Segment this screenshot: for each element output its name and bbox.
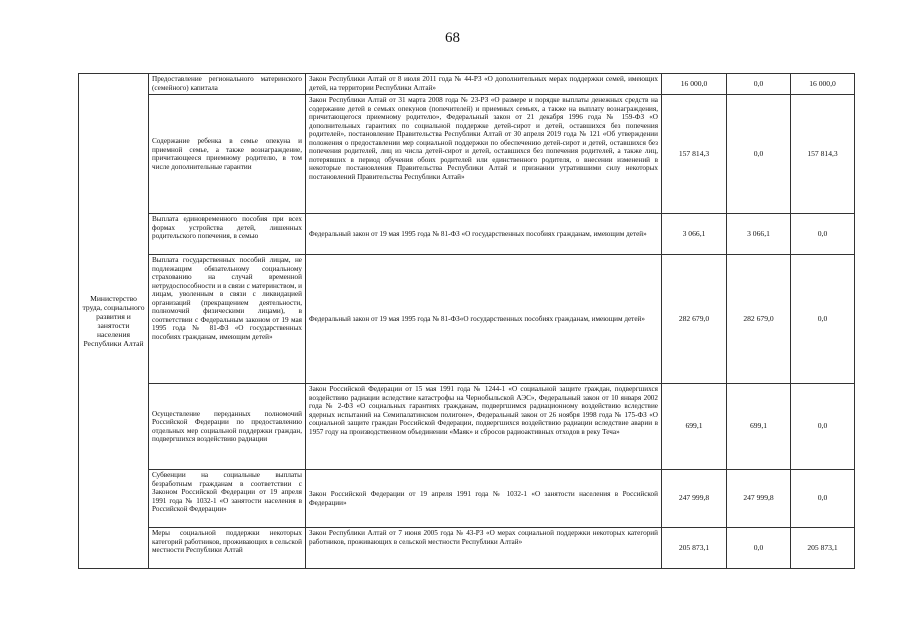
regional-amount-cell: 0,0 (791, 214, 855, 255)
federal-amount-cell: 0,0 (727, 528, 791, 569)
regional-amount-cell: 205 873,1 (791, 528, 855, 569)
regional-amount-cell: 0,0 (791, 384, 855, 470)
law-cell: Закон Республики Алтай от 31 марта 2008 года № 23-РЗ «О размере и порядке выплаты денежных средств на содержание детей в семьях опекунов (попечителей) и приемных семьях, а также на выплату вознаграждения, причитающегося приемному родителю», Федеральный закон от 21 декабря 1996 года № 159-ФЗ «О дополнительных гарантиях по социальной поддержке детей-сирот и детей, оставшихся без попечения родителей», постановление Правительства Республики Алтай от 30 апреля 2019 года № 121 «Об утверждении положения о предоставлении мер социальной поддержки по обеспечению детей-сирот и детей, оставшихся без попечения родителей, лиц из числа детей-сирот и детей, оставшихся без попечения родителей, а также лиц, потерявших в период обучения обоих родителей или единственного родителя, о внесении изменений в некоторые постановления Правительства Республики Алтай и признании утратившими силу некоторых постановлений Правительства Республики Алтай» (306, 95, 662, 214)
measure-cell: Предоставление регионального материнского (семейного) капитала (149, 74, 306, 95)
federal-amount-cell: 3 066,1 (727, 214, 791, 255)
regional-amount-cell: 16 000,0 (791, 74, 855, 95)
total-amount-cell: 247 999,8 (662, 470, 727, 528)
table-row (79, 528, 855, 569)
total-amount-cell: 282 679,0 (662, 255, 727, 384)
measure-cell: Выплата государственных пособий лицам, не подлежащим обязательному социальному страхованию на случай временной нетрудоспособности и в связи с материнством, и лицам, уволенным в связи с ликвидацией организаций (прекращением деятельности, полномочий физическими лицами), в соответствии с Федеральным законом от 19 мая 1995 года № 81-ФЗ «О государственных пособиях гражданам, имеющим детей» (149, 255, 306, 384)
page-number: 68 (445, 30, 460, 46)
federal-amount-cell: 282 679,0 (727, 255, 791, 384)
budget-table (78, 73, 855, 569)
federal-amount-cell: 699,1 (727, 384, 791, 470)
measure-cell: Меры социальной поддержки некоторых категорий работников, проживающих в сельской местности Республики Алтай (149, 528, 306, 569)
measure-cell: Содержание ребенка в семье опекуна и приемной семье, а также вознаграждение, причитающееся приемному родителю, в том числе дополнительные гарантии (149, 95, 306, 214)
table-row (79, 470, 855, 528)
federal-amount-cell: 247 999,8 (727, 470, 791, 528)
table-row (79, 214, 855, 255)
law-cell: Закон Российской Федерации от 15 мая 1991 года № 1244-1 «О социальной защите граждан, подвергшихся воздействию радиации вследствие катастрофы на Чернобыльской АЭС», Федеральный закон от 10 января 2002 года № 2-ФЗ «О социальных гарантиях гражданам, подвергшимся радиационному воздействию вследствие ядерных испытаний на Семипалатинском полигоне», Федеральный закон от 26 ноября 1998 года № 175-ФЗ «О социальной защите граждан Российской Федерации, подвергшихся воздействию радиации вследствие аварии в 1957 году на производственном объединении «Маяк» и сбросов радиоактивных отходов в реку Теча» (306, 384, 662, 470)
federal-amount-cell: 0,0 (727, 74, 791, 95)
table-row (79, 255, 855, 384)
total-amount-cell: 157 814,3 (662, 95, 727, 214)
measure-cell: Субвенции на социальные выплаты безработным гражданам в соответствии с Законом Российской Федерации от 19 апреля 1991 года № 1032-1 «О занятости населения в Российской Федерации» (149, 470, 306, 528)
table-row (79, 74, 855, 95)
ministry-cell: Министерство труда, социального развития и занятости населения Республики Алтай (79, 74, 149, 569)
table-row (79, 95, 855, 214)
law-cell: Закон Республики Алтай от 8 июля 2011 года № 44-РЗ «О дополнительных мерах поддержки семей, имеющих детей, на территории Республики Алтай» (306, 74, 662, 95)
law-cell: Федеральный закон от 19 мая 1995 года № 81-ФЗ«О государственных пособиях гражданам, имеющим детей» (306, 255, 662, 384)
total-amount-cell: 3 066,1 (662, 214, 727, 255)
total-amount-cell: 699,1 (662, 384, 727, 470)
federal-amount-cell: 0,0 (727, 95, 791, 214)
measure-cell: Осуществление переданных полномочий Российской Федерации по предоставлению отдельных мер социальной поддержки граждан, подвергшихся воздействию радиации (149, 384, 306, 470)
table-row (79, 384, 855, 470)
law-cell: Федеральный закон от 19 мая 1995 года № 81-ФЗ «О государственных пособиях гражданам, имеющим детей» (306, 214, 662, 255)
measure-cell: Выплата единовременного пособия при всех формах устройства детей, лишенных родительского попечения, в семью (149, 214, 306, 255)
regional-amount-cell: 157 814,3 (791, 95, 855, 214)
total-amount-cell: 205 873,1 (662, 528, 727, 569)
regional-amount-cell: 0,0 (791, 470, 855, 528)
regional-amount-cell: 0,0 (791, 255, 855, 384)
law-cell: Закон Российской Федерации от 19 апреля 1991 года № 1032-1 «О занятости населения в Российской Федерации» (306, 470, 662, 528)
total-amount-cell: 16 000,0 (662, 74, 727, 95)
law-cell: Закон Республики Алтай от 7 июня 2005 года № 43-РЗ «О мерах социальной поддержки некоторых категорий работников, проживающих в сельской местности Республики Алтай» (306, 528, 662, 569)
